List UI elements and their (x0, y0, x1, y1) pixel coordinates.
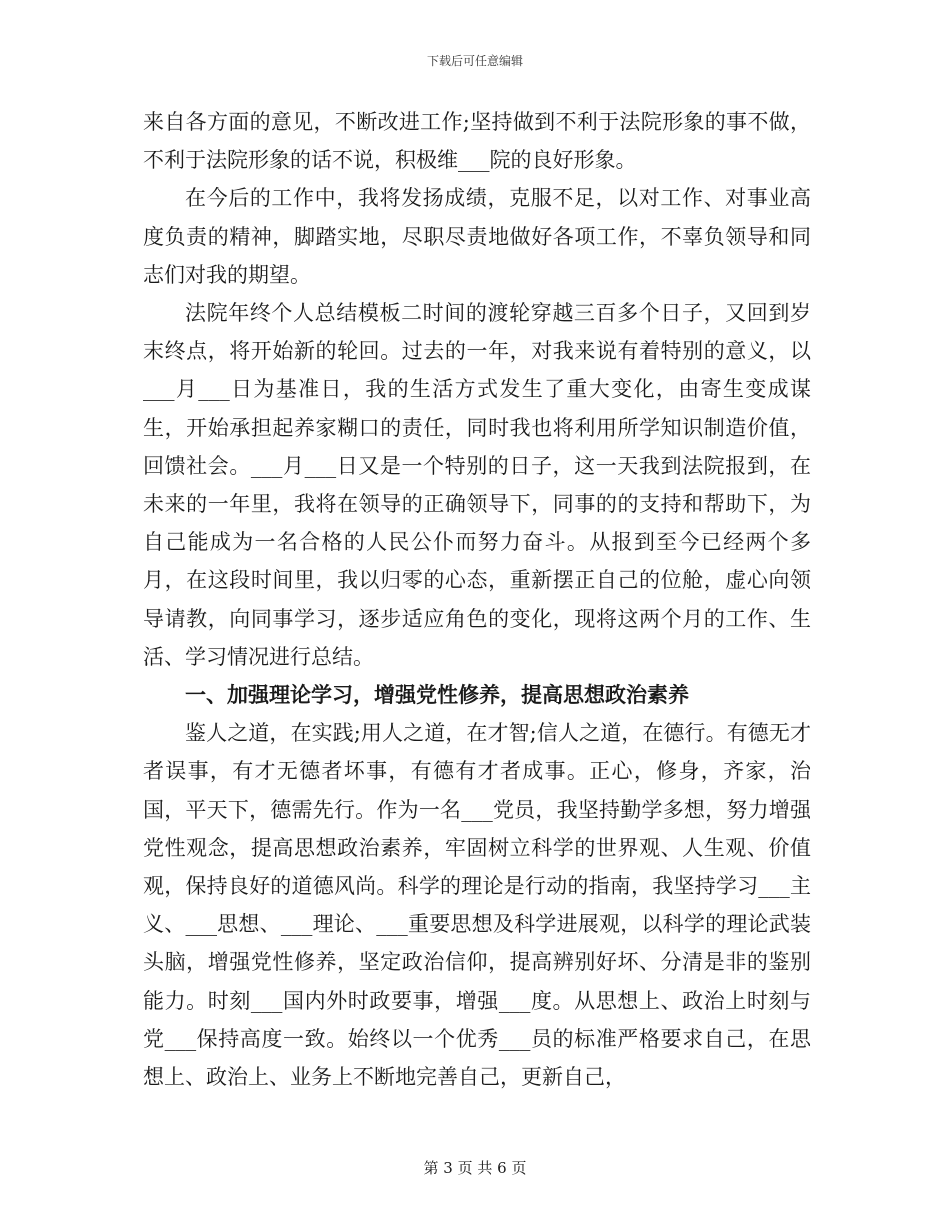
page-number-footer: 第 3 页 共 6 页 (423, 1159, 527, 1177)
section-heading: 一、加强理论学习，增强党性修养，提高思想政治素养 (185, 682, 689, 708)
paragraph: 鉴人之道，在实践;用人之道，在才智;信人之道，在德行。有德无才者误事，有才无德者坏事，有德有才者成事。正心，修身，齐家，治国，平天下，德需先行。作为一名___党员，我坚持勤学多想，努力增强党性观念，提高思想政治素养，牢固树立科学的世界观、人生观、价值观，保持良好的道德风尚。科学的理论是行动的指南，我坚持学习___主义、___思想、___理论、___重要思想及科学进展观，以科学的理论武装头脑，增强党性修养，坚定政治信仰，提高辨别好坏、分清是非的鉴别能力。时刻___国内外时政要事，增强___度。从思想上、政治上时刻与党___保持高度一致。始终以一个优秀___员的标准严格要求自己，在思想上、政治上、业务上不断地完善自己，更新自己， (143, 721, 811, 1090)
document-body (143, 103, 811, 1096)
page-header-note: 下载后可任意编辑 (426, 54, 523, 68)
paragraph: 在今后的工作中，我将发扬成绩，克服不足，以对工作、对事业高度负责的精神，脚踏实地，尽职尽责地做好各项工作，不辜负领导和同志们对我的期望。 (143, 186, 811, 287)
paragraph: 法院年终个人总结模板二时间的渡轮穿越三百多个日子，又回到岁末终点，将开始新的轮回。过去的一年，对我来说有着特别的意义，以___月___日为基准日，我的生活方式发生了重大变化，由寄生变成谋生，开始承担起养家糊口的责任，同时我也将利用所学知识制造价值，回馈社会。___月___日又是一个特别的日子，这一天我到法院报到，在未来的一年里，我将在领导的正确领导下，同事的的支持和帮助下，为自己能成为一名合格的人民公仆而努力奋斗。从报到至今已经两个多月，在这段时间里，我以归零的心态，重新摆正自己的位舱，虚心向领导请教，向同事学习，逐步适应角色的变化，现将这两个月的工作、生活、学习情况进行总结。 (143, 301, 811, 669)
paragraph-continuation: 来自各方面的意见，不断改进工作;坚持做到不利于法院形象的事不做，不利于法院形象的话不说，积极维___院的良好形象。 (143, 110, 811, 173)
